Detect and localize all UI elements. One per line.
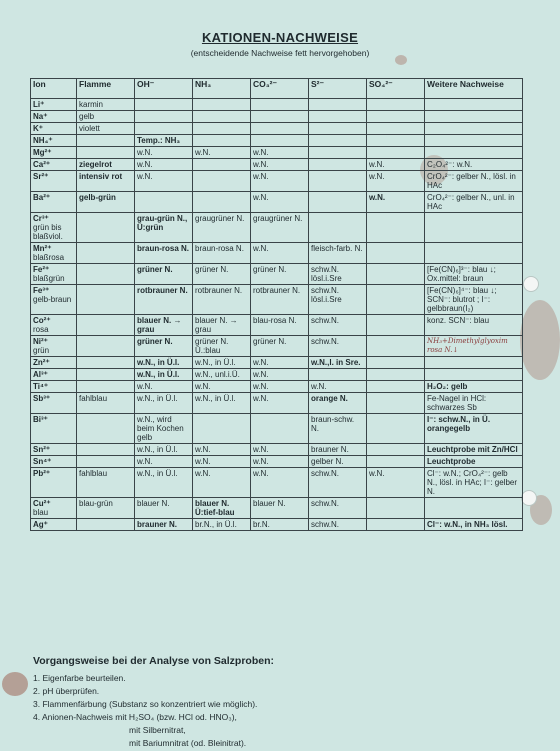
ion-cell (31, 444, 77, 456)
table-cell: CrO₄²⁻: gelber N., lösl. in HAc (425, 171, 523, 192)
table-cell: grau-grün N., Ü:grün (135, 213, 193, 243)
procedure-title: Vorgangsweise bei der Analyse von Salzproben: (33, 655, 274, 667)
column-header: NH₃ (193, 79, 251, 99)
table-cell (309, 111, 367, 123)
column-header: Ion (31, 79, 77, 99)
procedure-step (33, 685, 257, 698)
table-cell: w.N. (251, 381, 309, 393)
step-continuation: mit Bariumnitrat (od. Bleinitrat). (129, 738, 247, 748)
table-cell: braun-schw. N. (309, 414, 367, 444)
table-row (31, 147, 523, 159)
ion-cell (31, 213, 77, 243)
table-cell: grüner N. (193, 264, 251, 285)
table-row (31, 498, 523, 519)
table-cell: w.N., in Ü.l. (135, 393, 193, 414)
table-cell (367, 498, 425, 519)
table-cell: Temp.: NH₃ (135, 135, 193, 147)
table-cell: w.N. (309, 381, 367, 393)
table-cell: w.N. (367, 192, 425, 213)
ion-name: NH₄⁺ (33, 136, 53, 145)
table-row (31, 213, 523, 243)
table-cell (425, 99, 523, 111)
table-row (31, 171, 523, 192)
table-header-row (31, 79, 523, 99)
table-cell (77, 336, 135, 357)
table-row (31, 468, 523, 498)
table-cell (425, 498, 523, 519)
table-cell (367, 213, 425, 243)
table-cell: w.N. (251, 369, 309, 381)
table-cell: blauer N. Ü:tief-blau (193, 498, 251, 519)
table-cell (309, 135, 367, 147)
ion-name: Bi³⁺ (33, 415, 48, 424)
table-cell (309, 123, 367, 135)
table-cell (367, 444, 425, 456)
table-cell (77, 519, 135, 531)
ion-cell (31, 381, 77, 393)
table-cell (193, 135, 251, 147)
table-cell (193, 99, 251, 111)
table-cell (425, 213, 523, 243)
table-cell: [Fe(CN)₆]⁴⁻: blau ↓; SCN⁻: blutrot ; I⁻: gelbbraun(I₂) (425, 285, 523, 315)
table-cell: fahlblau (77, 468, 135, 498)
step-text: pH überprüfen. (42, 686, 100, 696)
ion-name: Mn²⁺ (33, 244, 52, 253)
table-cell (367, 381, 425, 393)
ion-cell (31, 357, 77, 369)
table-cell (251, 111, 309, 123)
table-cell (135, 123, 193, 135)
table-cell: br.N. (251, 519, 309, 531)
table-cell (367, 414, 425, 444)
table-cell (367, 111, 425, 123)
table-cell (425, 123, 523, 135)
table-cell: blauer N. (135, 498, 193, 519)
ion-name: Ag⁺ (33, 520, 48, 529)
table-cell: blauer N. → grau (135, 315, 193, 336)
column-header: Flamme (77, 79, 135, 99)
table-cell: w.N. (193, 456, 251, 468)
table-cell: braun-rosa N. (135, 243, 193, 264)
table-cell: w.N. (367, 468, 425, 498)
ion-color: blau (33, 508, 49, 517)
table-cell (309, 171, 367, 192)
ion-color: grün bis blaßviol. (33, 223, 63, 241)
table-cell (367, 123, 425, 135)
table-cell: w.N. (251, 147, 309, 159)
ion-name: Ti⁴⁺ (33, 382, 49, 391)
table-cell (77, 135, 135, 147)
table-cell (367, 357, 425, 369)
table-cell (251, 99, 309, 111)
table-cell: grüner N. (251, 264, 309, 285)
table-cell: [Fe(CN)₆]³⁻: blau ↓; Ox.mittel: braun (425, 264, 523, 285)
table-row (31, 357, 523, 369)
table-cell (425, 357, 523, 369)
table-cell (135, 111, 193, 123)
column-header: CO₃²⁻ (251, 79, 309, 99)
ion-name: Pb²⁺ (33, 469, 51, 478)
table-cell: grüner N. Ü.:blau (193, 336, 251, 357)
table-row (31, 381, 523, 393)
ion-cell (31, 159, 77, 171)
table-cell (425, 243, 523, 264)
table-cell: konz. SCN⁻: blau (425, 315, 523, 336)
table-cell: rotbrauner N. (135, 285, 193, 315)
table-cell: grüner N. (251, 336, 309, 357)
table-cell: gelber N. (309, 456, 367, 468)
table-cell: blau-grün (77, 498, 135, 519)
table-cell (77, 444, 135, 456)
table-cell: w.N., in Ü.l. (193, 393, 251, 414)
table-cell: orange N. (309, 393, 367, 414)
procedure-steps (33, 672, 257, 750)
ion-cell (31, 393, 77, 414)
table-cell: graugrüner N. (251, 213, 309, 243)
cation-table (30, 78, 523, 531)
table-row (31, 111, 523, 123)
table-cell (367, 147, 425, 159)
table-cell (367, 393, 425, 414)
table-row (31, 285, 523, 315)
table-cell (251, 135, 309, 147)
stain (520, 300, 560, 380)
table-cell (251, 123, 309, 135)
column-header: Weitere Nachweise (425, 79, 523, 99)
ion-name: Ca²⁺ (33, 160, 51, 169)
table-cell (425, 135, 523, 147)
column-header: SO₄²⁻ (367, 79, 425, 99)
procedure-step (33, 672, 257, 685)
table-cell: w.N. (251, 444, 309, 456)
table-cell: rotbrauner N. (193, 285, 251, 315)
step-continuation: mit Silbernitrat, (129, 725, 186, 735)
table-cell (135, 99, 193, 111)
ion-cell (31, 315, 77, 336)
table-cell: blauer N. (251, 498, 309, 519)
table-cell (367, 369, 425, 381)
ion-name: Ba²⁺ (33, 193, 51, 202)
table-cell: Leuchtprobe (425, 456, 523, 468)
table-cell: I⁻: schw.N., in Ü. orangegelb (425, 414, 523, 444)
step-number: 1. (33, 673, 41, 683)
table-row (31, 444, 523, 456)
table-cell: brauner N. (309, 444, 367, 456)
table-cell (367, 315, 425, 336)
ion-cell (31, 456, 77, 468)
table-cell (77, 243, 135, 264)
table-cell (193, 123, 251, 135)
table-row (31, 192, 523, 213)
table-row (31, 414, 523, 444)
table-cell: w.N. (367, 171, 425, 192)
table-cell: w.N. (251, 171, 309, 192)
table-cell (367, 456, 425, 468)
table-cell (309, 147, 367, 159)
table-cell: brauner N. (135, 519, 193, 531)
table-cell: NH₃+Dimethylglyoxim rosa N.↓ (425, 336, 523, 357)
punch-hole (521, 490, 537, 506)
table-cell: w.N. (251, 468, 309, 498)
table-cell: grüner N. (135, 264, 193, 285)
table-row (31, 315, 523, 336)
table-cell (367, 99, 425, 111)
ion-cell (31, 123, 77, 135)
table-cell (77, 147, 135, 159)
procedure-step (33, 711, 257, 750)
step-number: 2. (33, 686, 41, 696)
table-row (31, 159, 523, 171)
procedure-step (33, 698, 257, 711)
ion-name: Co²⁺ (33, 316, 51, 325)
page-title: KATIONEN-NACHWEISE (201, 30, 359, 45)
step-number: 4. (33, 712, 41, 722)
table-cell: w.N., in Ü.l. (135, 468, 193, 498)
table-cell: w.N. (251, 393, 309, 414)
table-cell: braun-rosa N. (193, 243, 251, 264)
ion-name: Li⁺ (33, 100, 45, 109)
step-text: Eigenfarbe beurteilen. (42, 673, 126, 683)
ion-cell (31, 468, 77, 498)
table-cell (309, 192, 367, 213)
ion-name: Sn⁴⁺ (33, 457, 52, 466)
ion-name: Al³⁺ (33, 370, 48, 379)
table-cell: karmin (77, 99, 135, 111)
step-text: Flammenfärbung (Substanz so konzentriert wie möglich). (42, 699, 258, 709)
stain (2, 672, 28, 696)
table-cell (425, 111, 523, 123)
table-cell: graugrüner N. (193, 213, 251, 243)
ion-name: Mg²⁺ (33, 148, 52, 157)
table-cell (251, 414, 309, 444)
table-row (31, 243, 523, 264)
ion-color: grün (33, 346, 50, 355)
table-cell (309, 369, 367, 381)
table-cell (77, 414, 135, 444)
table-cell (425, 147, 523, 159)
table-cell (367, 264, 425, 285)
table-cell: w.N., in Ü.l. (135, 444, 193, 456)
ion-cell (31, 171, 77, 192)
ion-name: Ni²⁺ (33, 337, 48, 346)
table-cell: violett (77, 123, 135, 135)
ion-name: Sb³⁺ (33, 394, 51, 403)
table-cell: schw.N. (309, 519, 367, 531)
table-row (31, 519, 523, 531)
ion-name: Sr²⁺ (33, 172, 49, 181)
ion-cell (31, 264, 77, 285)
ion-cell (31, 147, 77, 159)
ion-cell (31, 498, 77, 519)
ion-cell (31, 192, 77, 213)
table-cell: Cl⁻: w.N., in NH₃ lösl. (425, 519, 523, 531)
table-cell: schw.N. (309, 336, 367, 357)
table-cell: w.N., wird beim Kochen gelb (135, 414, 193, 444)
table-cell: H₂O₂: gelb (425, 381, 523, 393)
table-cell (193, 192, 251, 213)
table-cell (193, 171, 251, 192)
table-cell: blauer N. → grau (193, 315, 251, 336)
table-cell (193, 111, 251, 123)
ion-name: Fe³⁺ (33, 286, 50, 295)
table-cell (309, 99, 367, 111)
table-cell: w.N. (135, 171, 193, 192)
table-cell (77, 285, 135, 315)
table-cell (367, 135, 425, 147)
column-header: S²⁻ (309, 79, 367, 99)
table-cell (77, 456, 135, 468)
table-row (31, 123, 523, 135)
table-cell: w.N., in Ü.l. (135, 357, 193, 369)
table-cell: w.N. (135, 456, 193, 468)
step-text: Anionen-Nachweis mit H₂SO₄ (bzw. HCl od. HNO₃), (42, 712, 237, 722)
table-cell: schw.N. lösl.i.Sre (309, 264, 367, 285)
table-cell: w.N. (251, 159, 309, 171)
table-cell: schw.N. (309, 315, 367, 336)
table-cell: w.N. (193, 444, 251, 456)
ion-cell (31, 414, 77, 444)
table-row (31, 264, 523, 285)
table-row (31, 369, 523, 381)
column-header: OH⁻ (135, 79, 193, 99)
table-cell: CrO₄²⁻: gelber N., unl. in HAc (425, 192, 523, 213)
table-row (31, 135, 523, 147)
table-row (31, 393, 523, 414)
table-cell: w.N. (135, 381, 193, 393)
table-cell (425, 369, 523, 381)
ion-name: Cr³⁺ (33, 214, 49, 223)
table-cell: w.N., unl.i.Ü. (193, 369, 251, 381)
table-cell: fahlblau (77, 393, 135, 414)
ion-name: Sn²⁺ (33, 445, 51, 454)
ion-color: gelb-braun (33, 295, 72, 304)
ion-cell (31, 135, 77, 147)
ion-name: Fe²⁺ (33, 265, 50, 274)
ion-cell (31, 369, 77, 381)
table-cell: blau-rosa N. (251, 315, 309, 336)
table-cell: w.N. (251, 456, 309, 468)
table-cell: Fe-Nagel in HCl: schwarzes Sb (425, 393, 523, 414)
table-cell (77, 315, 135, 336)
table-cell: schw.N. (309, 498, 367, 519)
ion-color: blaßrosa (33, 253, 65, 262)
step-number: 3. (33, 699, 41, 709)
table-row (31, 99, 523, 111)
table-cell (367, 243, 425, 264)
page-subtitle: (entscheidende Nachweise fett hervorgehoben) (190, 48, 370, 58)
table-cell (367, 519, 425, 531)
table-cell: fleisch-farb. N. (309, 243, 367, 264)
table-cell (367, 336, 425, 357)
table-cell (135, 192, 193, 213)
table-cell (77, 264, 135, 285)
table-cell: br.N., in Ü.l. (193, 519, 251, 531)
ion-cell (31, 243, 77, 264)
table-cell (77, 357, 135, 369)
table-cell: w.N., in Ü.l. (193, 357, 251, 369)
table-cell: grüner N. (135, 336, 193, 357)
table-cell: w.N. (193, 381, 251, 393)
table-cell: w.N. (251, 243, 309, 264)
ion-cell (31, 519, 77, 531)
ion-name: Cu²⁺ (33, 499, 51, 508)
table-cell (77, 381, 135, 393)
table-cell (309, 213, 367, 243)
table-cell: ziegelrot (77, 159, 135, 171)
ion-color: rosa (33, 325, 49, 334)
ion-name: Na⁺ (33, 112, 48, 121)
table-cell: gelb-grün (77, 192, 135, 213)
ion-cell (31, 111, 77, 123)
punch-hole (523, 276, 539, 292)
table-cell: w.N. (251, 357, 309, 369)
table-cell: w.N. (251, 192, 309, 213)
table-cell (309, 159, 367, 171)
table-cell: w.N. (367, 159, 425, 171)
table-cell: w.N. (193, 468, 251, 498)
table-cell (367, 285, 425, 315)
table-cell: intensiv rot (77, 171, 135, 192)
table-cell: rotbrauner N. (251, 285, 309, 315)
ion-name: Zn²⁺ (33, 358, 50, 367)
table-cell (77, 369, 135, 381)
table-cell: Cl⁻: w.N.; CrO₄²⁻: gelb N., lösl. in HAc; I⁻: gelber N. (425, 468, 523, 498)
table-row (31, 336, 523, 357)
table-body (31, 99, 523, 531)
table-cell: w.N., in Ü.l. (135, 369, 193, 381)
table-cell: w.N. (193, 147, 251, 159)
table-cell (193, 414, 251, 444)
table-cell: C₂O₄²⁻: w.N. (425, 159, 523, 171)
table-cell: schw.N. (309, 468, 367, 498)
ion-cell (31, 99, 77, 111)
ion-cell (31, 285, 77, 315)
table-cell (77, 213, 135, 243)
ion-cell (31, 336, 77, 357)
table-cell: schw.N. lösl.i.Sre (309, 285, 367, 315)
table-cell: Leuchtprobe mit Zn/HCl (425, 444, 523, 456)
table-cell: w.N. (135, 159, 193, 171)
ion-name: K⁺ (33, 124, 43, 133)
table-cell (193, 159, 251, 171)
ion-color: blaßgrün (33, 274, 65, 283)
table-cell: w.N.,l. in Sre. (309, 357, 367, 369)
table-cell: w.N. (135, 147, 193, 159)
table-row (31, 456, 523, 468)
table-cell: gelb (77, 111, 135, 123)
